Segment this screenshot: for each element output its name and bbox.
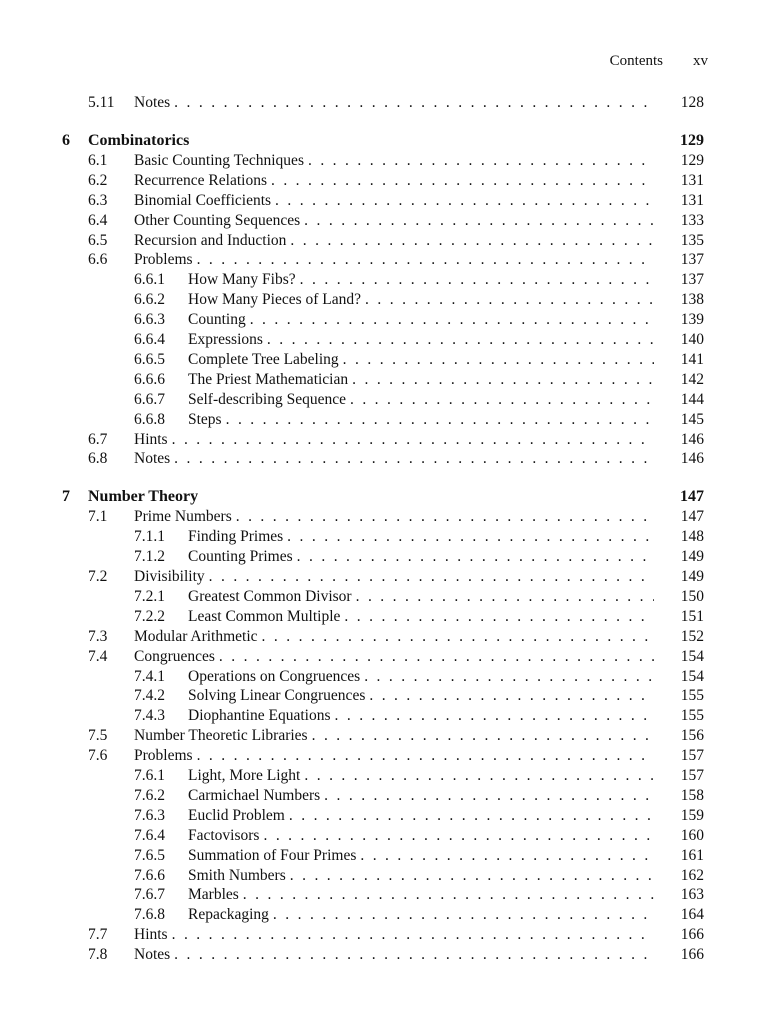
toc-section-entry[interactable] — [0, 507, 768, 527]
entry-page-number: 156 — [680, 727, 704, 745]
entry-title — [188, 826, 654, 846]
entry-title-text: Self-describing Sequence — [188, 391, 350, 408]
entry-page-number: 147 — [680, 488, 704, 506]
entry-number: 7.8 — [88, 946, 108, 964]
toc-section-entry[interactable] — [0, 93, 768, 113]
entry-title — [188, 370, 654, 390]
toc-section-entry[interactable] — [0, 151, 768, 171]
toc-section-entry[interactable] — [0, 746, 768, 766]
toc-section-entry[interactable] — [0, 567, 768, 587]
entry-title-text: Hints — [134, 431, 172, 448]
entry-number: 6.6.6 — [134, 370, 165, 388]
entry-title-text: The Priest Mathematician — [188, 371, 352, 388]
toc-subsection-entry[interactable] — [0, 547, 768, 567]
entry-number: 7.6.8 — [134, 906, 165, 924]
entry-page-number: 135 — [680, 231, 704, 249]
entry-number: 7.6.4 — [134, 826, 165, 844]
entry-title — [188, 350, 654, 370]
entry-title-text: Summation of Four Primes — [188, 847, 360, 864]
entry-number: 7.7 — [88, 926, 108, 944]
toc-subsection-entry[interactable] — [0, 766, 768, 786]
entry-title — [134, 151, 654, 171]
entry-title — [134, 627, 654, 647]
toc-section-entry[interactable] — [0, 430, 768, 450]
entry-title-text: How Many Pieces of Land? — [188, 291, 365, 308]
entry-page-number: 138 — [680, 291, 704, 309]
entry-title — [188, 547, 654, 567]
entry-number: 6.6.7 — [134, 390, 165, 408]
toc-subsection-entry[interactable] — [0, 846, 768, 866]
toc-subsection-entry[interactable] — [0, 290, 768, 310]
entry-page-number: 131 — [680, 191, 704, 209]
entry-title-text: How Many Fibs? — [188, 271, 300, 288]
entry-title-text: Diophantine Equations — [188, 707, 335, 724]
entry-title-text: Notes — [134, 946, 174, 963]
entry-page-number: 150 — [680, 587, 704, 605]
entry-number: 6.8 — [88, 450, 108, 468]
entry-number: 7.6.5 — [134, 846, 165, 864]
entry-page-number: 160 — [680, 826, 704, 844]
entry-title-text: Operations on Congruences — [188, 668, 364, 685]
entry-page-number: 146 — [680, 430, 704, 448]
entry-page-number: 140 — [680, 331, 704, 348]
entry-title — [134, 171, 654, 191]
entry-page-number: 144 — [680, 390, 704, 408]
entry-title-text: Least Common Multiple — [188, 608, 344, 625]
entry-title-text: Prime Numbers — [134, 508, 236, 525]
entry-number: 7.1 — [88, 508, 108, 526]
entry-number: 7.2.2 — [134, 607, 165, 625]
entry-title — [188, 885, 654, 905]
entry-number: 6 — [62, 131, 70, 149]
entry-page-number: 148 — [680, 528, 704, 546]
entry-number: 6.5 — [88, 231, 108, 249]
entry-number: 6.1 — [88, 151, 108, 169]
entry-page-number: 142 — [680, 370, 704, 388]
toc-subsection-entry[interactable] — [0, 310, 768, 330]
entry-title-text: Euclid Problem — [188, 807, 289, 824]
entry-title-text: Combinatorics — [88, 132, 193, 149]
entry-number: 6.6.8 — [134, 410, 165, 428]
entry-title — [188, 390, 654, 410]
entry-number: 6.6.5 — [134, 350, 165, 368]
entry-title — [188, 706, 654, 726]
entry-number: 7.6.7 — [134, 886, 165, 904]
toc-subsection-entry[interactable] — [0, 806, 768, 826]
entry-number: 5.11 — [88, 94, 115, 111]
toc-subsection-entry[interactable] — [0, 390, 768, 410]
toc-subsection-entry[interactable] — [0, 667, 768, 687]
entry-title — [134, 211, 654, 231]
entry-title-text: Light, More Light — [188, 767, 304, 784]
entry-title — [134, 449, 654, 469]
entry-title — [188, 527, 654, 547]
entry-title-text: Repackaging — [188, 906, 273, 923]
entry-title — [134, 925, 654, 945]
toc-section-entry[interactable] — [0, 231, 768, 251]
entry-page-number: 163 — [680, 886, 704, 904]
entry-title — [134, 567, 654, 587]
entry-title-text: Solving Linear Congruences — [188, 687, 369, 704]
toc-section-entry[interactable] — [0, 945, 768, 965]
entry-page-number: 155 — [680, 707, 704, 725]
entry-title-text: Modular Arithmetic — [134, 628, 262, 645]
entry-number: 7.3 — [88, 627, 108, 645]
toc-section-entry[interactable] — [0, 647, 768, 667]
entry-number: 7.6.6 — [134, 866, 165, 884]
entry-page-number: 129 — [680, 131, 704, 149]
entry-title-text: Number Theoretic Libraries — [134, 727, 312, 744]
entry-title — [134, 93, 654, 113]
entry-title — [188, 786, 654, 806]
entry-title-text: Problems — [134, 747, 197, 764]
entry-title-text: Congruences — [134, 648, 219, 665]
entry-title — [188, 846, 654, 866]
entry-title — [188, 310, 654, 330]
entry-title — [188, 866, 654, 886]
toc-subsection-entry[interactable] — [0, 350, 768, 370]
entry-page-number: 166 — [680, 946, 704, 964]
entry-number: 6.4 — [88, 211, 108, 229]
toc-subsection-entry[interactable] — [0, 905, 768, 925]
entry-title — [188, 667, 654, 687]
entry-number: 7.6 — [88, 747, 108, 765]
entry-page-number: 145 — [680, 410, 704, 428]
toc-section-entry[interactable] — [0, 726, 768, 746]
entry-title-text: Counting Primes — [188, 548, 297, 565]
entry-number: 6.6 — [88, 251, 108, 269]
entry-page-number: 158 — [680, 786, 704, 804]
entry-page-number: 149 — [680, 548, 704, 566]
entry-title — [134, 647, 654, 667]
entry-title — [134, 726, 654, 746]
entry-title — [134, 430, 654, 450]
toc-section-entry[interactable] — [0, 449, 768, 469]
toc-chapter-entry[interactable] — [0, 487, 768, 507]
toc-section-entry[interactable] — [0, 171, 768, 191]
entry-page-number: 164 — [680, 906, 704, 924]
toc-subsection-entry[interactable] — [0, 527, 768, 547]
entry-title — [88, 487, 202, 507]
entry-page-number: 137 — [680, 251, 704, 269]
header-page-number: xv — [693, 53, 708, 69]
entry-page-number: 129 — [680, 151, 704, 169]
entry-title — [188, 410, 654, 430]
entry-title — [188, 905, 654, 925]
entry-number: 7.4 — [88, 647, 108, 665]
toc-subsection-entry[interactable] — [0, 410, 768, 430]
entry-title-text: Marbles — [188, 886, 243, 903]
entry-number: 7.6.2 — [134, 786, 165, 804]
entry-title-text: Notes — [134, 94, 174, 111]
entry-page-number: 155 — [680, 687, 704, 705]
entry-page-number: 141 — [680, 350, 704, 368]
entry-number: 6.3 — [88, 191, 108, 209]
entry-page-number: 131 — [680, 171, 704, 189]
entry-title-text: Basic Counting Techniques — [134, 152, 308, 169]
entry-page-number: 137 — [680, 271, 704, 289]
entry-title — [88, 131, 193, 151]
entry-title-text: Problems — [134, 251, 197, 268]
entry-page-number: 146 — [680, 450, 704, 468]
entry-title-text: Notes — [134, 450, 174, 467]
entry-title — [134, 250, 654, 270]
entry-title-text: Complete Tree Labeling — [188, 351, 343, 368]
entry-number: 7.2 — [88, 568, 108, 585]
entry-title — [188, 330, 654, 350]
toc-chapter-entry[interactable] — [0, 131, 768, 151]
entry-title — [188, 587, 654, 607]
entry-title-text: Carmichael Numbers — [188, 787, 324, 804]
entry-title-text: Hints — [134, 926, 172, 943]
entry-page-number: 133 — [680, 211, 704, 229]
entry-number: 7.1.1 — [134, 528, 165, 546]
entry-title-text: Smith Numbers — [188, 867, 290, 884]
toc-subsection-entry[interactable] — [0, 786, 768, 806]
entry-title — [188, 686, 654, 706]
entry-title-text: Expressions — [188, 331, 267, 348]
entry-title-text: Counting — [188, 311, 250, 328]
entry-title — [188, 607, 654, 627]
entry-page-number: 161 — [680, 846, 704, 864]
toc-subsection-entry[interactable] — [0, 587, 768, 607]
entry-page-number: 159 — [680, 806, 704, 824]
entry-number: 6.6.1 — [134, 271, 165, 289]
entry-title-text: Steps — [188, 411, 226, 428]
entry-page-number: 154 — [680, 647, 704, 665]
toc-subsection-entry[interactable] — [0, 686, 768, 706]
entry-page-number: 139 — [680, 311, 704, 329]
entry-page-number: 157 — [680, 747, 704, 765]
entry-number: 7.4.3 — [134, 707, 165, 725]
toc-subsection-entry[interactable] — [0, 706, 768, 726]
entry-title-text: Recurrence Relations — [134, 172, 271, 189]
entry-title — [134, 231, 654, 251]
entry-number: 7.4.2 — [134, 687, 165, 705]
header-title: Contents — [609, 53, 663, 69]
entry-title-text: Recursion and Induction — [134, 232, 290, 249]
entry-page-number: 149 — [680, 568, 704, 585]
entry-number: 7.2.1 — [134, 587, 165, 605]
toc-section-entry[interactable] — [0, 627, 768, 647]
toc-subsection-entry[interactable] — [0, 370, 768, 390]
entry-title — [188, 290, 654, 310]
toc-subsection-entry[interactable] — [0, 885, 768, 905]
entry-number: 7.1.2 — [134, 548, 165, 566]
entry-title-text: Finding Primes — [188, 528, 287, 545]
entry-title — [134, 746, 654, 766]
toc-section-entry[interactable] — [0, 250, 768, 270]
entry-number: 7.4.1 — [134, 667, 165, 685]
entry-number: 6.6.4 — [134, 331, 165, 348]
entry-page-number: 162 — [680, 866, 704, 884]
entry-title-text: Other Counting Sequences — [134, 212, 304, 229]
entry-title — [134, 191, 654, 211]
entry-title-text: Number Theory — [88, 488, 202, 505]
toc-subsection-entry[interactable] — [0, 826, 768, 846]
entry-title-text: Binomial Coefficients — [134, 192, 275, 209]
entry-number: 6.6.2 — [134, 291, 165, 309]
toc-subsection-entry[interactable] — [0, 330, 768, 350]
entry-number: 7.6.3 — [134, 806, 165, 824]
entry-page-number: 154 — [680, 667, 704, 685]
toc-section-entry[interactable] — [0, 191, 768, 211]
entry-page-number: 128 — [680, 94, 704, 111]
entry-number: 6.2 — [88, 171, 108, 189]
entry-title-text: Divisibility — [134, 568, 209, 585]
entry-number: 7.6.1 — [134, 767, 165, 784]
entry-number: 6.6.3 — [134, 311, 165, 329]
running-header — [610, 53, 708, 70]
entry-title — [134, 507, 654, 527]
entry-number: 7 — [62, 488, 70, 506]
entry-page-number: 157 — [680, 767, 704, 784]
toc-subsection-entry[interactable] — [0, 866, 768, 886]
entry-title — [188, 766, 654, 786]
entry-title-text: Factovisors — [188, 827, 263, 844]
entry-page-number: 151 — [680, 607, 704, 625]
toc-subsection-entry[interactable] — [0, 607, 768, 627]
entry-title-text: Greatest Common Divisor — [188, 588, 356, 605]
entry-page-number: 166 — [680, 926, 704, 944]
entry-page-number: 147 — [680, 508, 704, 526]
entry-number: 7.5 — [88, 727, 108, 745]
entry-number: 6.7 — [88, 430, 108, 448]
toc-section-entry[interactable] — [0, 211, 768, 231]
entry-page-number: 152 — [680, 627, 704, 645]
toc-subsection-entry[interactable] — [0, 270, 768, 290]
entry-title — [134, 945, 654, 965]
toc-section-entry[interactable] — [0, 925, 768, 945]
entry-title — [188, 270, 654, 290]
entry-title — [188, 806, 654, 826]
